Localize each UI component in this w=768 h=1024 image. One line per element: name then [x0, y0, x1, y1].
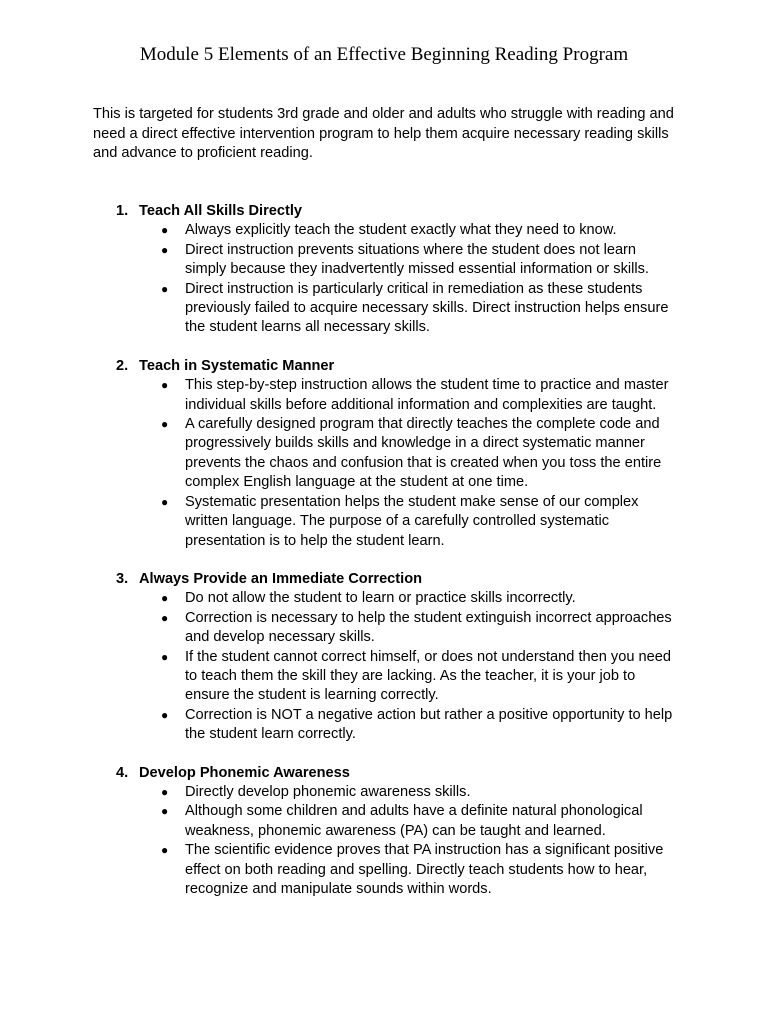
bullet-icon: ● [161, 223, 169, 238]
section-number: 1. [116, 203, 129, 219]
list-item [0, 493, 673, 551]
bullet-text: Direct instruction prevents situations where the student does not learn simply because they inadvertently missed essential information or skills. [185, 241, 649, 278]
list-item [0, 783, 673, 802]
section-heading [0, 570, 768, 589]
section-heading-text: Develop Phonemic Awareness [139, 764, 350, 781]
section-number: 3. [116, 570, 129, 587]
section-heading [0, 202, 768, 221]
list-item [0, 706, 673, 745]
list-item [0, 241, 673, 280]
bullet-icon: ● [161, 378, 169, 393]
bullet-text: This step-by-step instruction allows the student time to practice and master individual skills before additional information and complexities are taught. [185, 377, 669, 413]
bullet-text: Do not allow the student to learn or practice skills incorrectly. [185, 590, 576, 607]
section-heading-text: Teach in Systematic Manner [139, 357, 335, 374]
bullet-text: Correction is NOT a negative action but rather a positive opportunity to help the student learn correctly. [185, 706, 673, 743]
bullet-icon: ● [161, 784, 169, 799]
list-item [0, 376, 673, 415]
bullet-text: Direct instruction is particularly critical in remediation as these students previously failed to acquire necessary skills. Direct instruction helps ensure the student learns all necessary skills. [185, 280, 669, 336]
bullet-list [0, 376, 768, 551]
list-item [0, 802, 673, 841]
bullet-text: Although some children and adults have a definite natural phonological weakness, phonemic awareness (PA) can be taught and learned. [185, 803, 643, 839]
list-item [0, 841, 673, 899]
section-number: 2. [116, 357, 129, 374]
bullet-list [0, 589, 768, 744]
bullet-icon: ● [161, 591, 169, 606]
list-item [0, 280, 673, 338]
section-3 [0, 570, 768, 745]
section-4 [0, 764, 768, 900]
bullet-list [0, 221, 768, 337]
bullet-text: If the student cannot correct himself, or does not understand then you need to teach them the skill they are lacking. As the teacher, it is your job to ensure the student is learning correctly. [185, 648, 671, 704]
bullet-list [0, 783, 768, 899]
bullet-icon: ● [161, 843, 169, 858]
list-item [0, 609, 673, 648]
bullet-text: The scientific evidence proves that PA instruction has a significant positive effect on both reading and spelling. Directly teach students how to hear, recognize and manipulate sounds within words. [185, 842, 664, 897]
section-list [0, 202, 768, 918]
list-item [0, 415, 673, 493]
bullet-icon: ● [161, 804, 169, 819]
document-title: Module 5 Elements of an Effective Beginning Reading Program [139, 44, 629, 65]
section-number: 4. [116, 764, 129, 781]
bullet-icon: ● [161, 242, 169, 257]
section-heading-text: Always Provide an Immediate Correction [139, 570, 423, 587]
section-2 [0, 357, 768, 551]
bullet-text: Always explicitly teach the student exactly what they need to know. [185, 222, 617, 239]
list-item [0, 589, 673, 608]
bullet-text: Correction is necessary to help the student extinguish incorrect approaches and develop necessary skills. [185, 609, 672, 646]
intro-paragraph: This is targeted for students 3rd grade and older and adults who struggle with reading and need a direct effective intervention program to help them acquire necessary reading skills and advance to proficient reading. [93, 106, 674, 161]
section-1 [0, 202, 768, 338]
bullet-text: A carefully designed program that directly teaches the complete code and progressively builds skills and knowledge in a direct systematic manner prevents the chaos and confusion that is created when you toss the entire complex English language at the student at one time. [185, 416, 662, 491]
bullet-text: Directly develop phonemic awareness skills. [185, 783, 471, 800]
bullet-icon: ● [161, 494, 169, 509]
section-heading [0, 764, 768, 783]
bullet-icon: ● [161, 649, 169, 664]
list-item [0, 221, 673, 240]
section-heading-text: Teach All Skills Directly [139, 203, 303, 219]
bullet-text: Systematic presentation helps the student make sense of our complex written language. The purpose of a carefully controlled systematic presentation is to help the student learn. [185, 493, 639, 549]
section-heading [0, 357, 768, 376]
bullet-icon: ● [161, 707, 169, 722]
bullet-icon: ● [161, 610, 169, 625]
list-item [0, 648, 673, 706]
bullet-icon: ● [161, 281, 169, 296]
bullet-icon: ● [161, 417, 169, 432]
